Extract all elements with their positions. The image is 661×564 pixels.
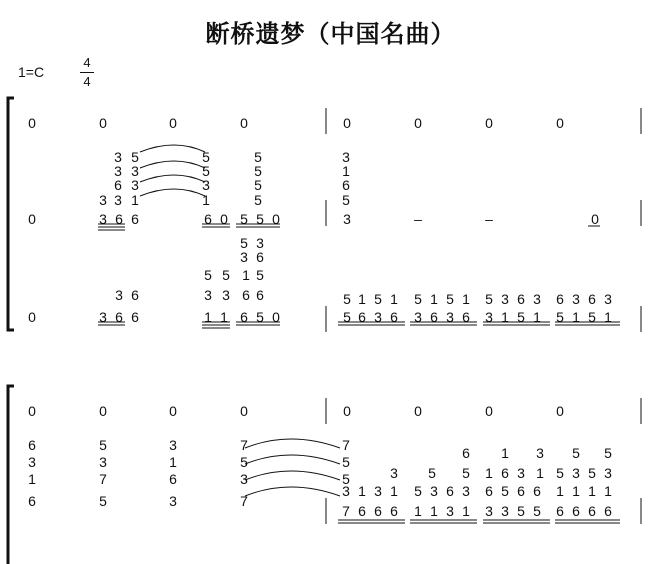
note: 1 — [572, 309, 580, 325]
chord-note: 5 — [342, 454, 350, 470]
chord-note: 5 — [374, 291, 382, 307]
note: 1 — [390, 483, 398, 499]
chord-note: 3 — [256, 235, 264, 251]
note: 5 — [501, 483, 509, 499]
chord-note: 6 — [517, 291, 525, 307]
note-rest: 0 — [556, 115, 564, 131]
note-rest: 0 — [28, 115, 36, 131]
chord-note: 5 — [240, 454, 248, 470]
chord-note: 3 — [99, 454, 107, 470]
note: 6 — [358, 309, 366, 325]
chord-note: 3 — [131, 177, 139, 193]
note: 1 — [588, 483, 596, 499]
note: 6 — [115, 211, 123, 227]
note: 1 — [462, 503, 470, 519]
note: 1 — [533, 309, 541, 325]
note-rest: 0 — [485, 403, 493, 419]
note: 6 — [374, 503, 382, 519]
chord-note: 5 — [202, 163, 210, 179]
chord-note: 5 — [342, 471, 350, 487]
note-rest: 0 — [240, 403, 248, 419]
note: 5 — [343, 309, 351, 325]
chord-note: 5 — [556, 465, 564, 481]
chord-note: 1 — [131, 192, 139, 208]
chord-note: 3 — [28, 454, 36, 470]
note-rest: 0 — [414, 115, 422, 131]
note-rest: 0 — [485, 115, 493, 131]
chord-note: 5 — [254, 163, 262, 179]
chord-note: 1 — [342, 163, 350, 179]
chord-note: 3 — [114, 149, 122, 165]
note: – — [485, 211, 493, 227]
note: 0 — [272, 211, 280, 227]
chord-note: 5 — [462, 465, 470, 481]
note: 6 — [588, 503, 596, 519]
chord-note: 3 — [342, 149, 350, 165]
note: 6 — [390, 309, 398, 325]
chord-note: 1 — [462, 291, 470, 307]
chord-note: 5 — [131, 149, 139, 165]
chord-note: 7 — [240, 437, 248, 453]
note-rest: 0 — [99, 403, 107, 419]
chord-note: 3 — [169, 437, 177, 453]
note: 1 — [358, 483, 366, 499]
note: 1 — [204, 309, 212, 325]
time-signature-top: 4 — [83, 55, 91, 70]
note: 6 — [446, 483, 454, 499]
note: 6 — [204, 211, 212, 227]
time-signature-bottom: 4 — [83, 74, 91, 89]
chord-note: 1 — [169, 454, 177, 470]
note: 1 — [414, 503, 422, 519]
note: 1 — [572, 483, 580, 499]
note: 1 — [220, 309, 228, 325]
note: 5 — [256, 309, 264, 325]
chord-note: 5 — [343, 291, 351, 307]
chord-note: 6 — [169, 471, 177, 487]
chord-note: 1 — [485, 465, 493, 481]
key-signature: 1=C — [18, 64, 45, 80]
note: 1 — [604, 483, 612, 499]
chord-note: 3 — [169, 493, 177, 509]
note: 3 — [414, 309, 422, 325]
note: 6 — [131, 211, 139, 227]
chord-note: 3 — [533, 291, 541, 307]
chord-note: 3 — [572, 291, 580, 307]
chord-note: 3 — [204, 287, 212, 303]
note: 5 — [240, 211, 248, 227]
note-rest: 0 — [414, 403, 422, 419]
chord-note: 6 — [462, 445, 470, 461]
note-rest: 0 — [169, 403, 177, 419]
note: 0 — [220, 211, 228, 227]
chord-note: 3 — [536, 445, 544, 461]
note: 5 — [414, 483, 422, 499]
note: 3 — [99, 211, 107, 227]
note: 1 — [501, 309, 509, 325]
score-title: 断桥遗梦（中国名曲） — [205, 20, 456, 48]
chord-note: 6 — [588, 291, 596, 307]
chord-note: 3 — [222, 287, 230, 303]
chord-note: 6 — [501, 465, 509, 481]
chord-note: 3 — [572, 465, 580, 481]
note: 3 — [501, 503, 509, 519]
note: 5 — [533, 503, 541, 519]
chord-note: 6 — [256, 249, 264, 265]
note: 6 — [517, 483, 525, 499]
note: 5 — [517, 309, 525, 325]
note-rest: 0 — [343, 115, 351, 131]
chord-note: 1 — [242, 267, 250, 283]
chord-note: 1 — [390, 291, 398, 307]
chord-note: 5 — [604, 445, 612, 461]
chord-note: 5 — [202, 149, 210, 165]
chord-note: 3 — [114, 192, 122, 208]
chord-note: 6 — [28, 493, 36, 509]
note-rest: 0 — [169, 115, 177, 131]
note: 6 — [131, 309, 139, 325]
chord-note: 5 — [588, 465, 596, 481]
note: 3 — [99, 309, 107, 325]
chord-note: 5 — [572, 445, 580, 461]
chord-note: 1 — [430, 291, 438, 307]
note-rest: 0 — [99, 115, 107, 131]
chord-note: 3 — [114, 163, 122, 179]
chord-note: 6 — [28, 437, 36, 453]
chord-note: 7 — [99, 471, 107, 487]
chord-note: 5 — [254, 149, 262, 165]
note: 3 — [374, 483, 382, 499]
chord-note: 5 — [222, 267, 230, 283]
note-rest: 0 — [240, 115, 248, 131]
chord-note: 3 — [131, 163, 139, 179]
chord-note: 5 — [428, 465, 436, 481]
chord-note: 1 — [536, 465, 544, 481]
chord-note: 5 — [254, 177, 262, 193]
note: 6 — [533, 483, 541, 499]
chord-note: 6 — [342, 177, 350, 193]
chord-note: 3 — [604, 291, 612, 307]
note-rest: 0 — [556, 403, 564, 419]
note: – — [414, 211, 422, 227]
chord-note: 1 — [28, 471, 36, 487]
note: 6 — [430, 309, 438, 325]
chord-note: 5 — [446, 291, 454, 307]
note: 6 — [462, 309, 470, 325]
chord-note: 1 — [358, 291, 366, 307]
chord-note: 5 — [240, 235, 248, 251]
note: 3 — [342, 483, 350, 499]
note: 1 — [430, 503, 438, 519]
chord-note: 5 — [342, 192, 350, 208]
chord-note: 6 — [256, 287, 264, 303]
note: 3 — [462, 483, 470, 499]
note: 5 — [517, 503, 525, 519]
note: 6 — [572, 503, 580, 519]
chord-note: 6 — [131, 287, 139, 303]
note: 3 — [485, 503, 493, 519]
note: 6 — [358, 503, 366, 519]
chord-note: 6 — [114, 177, 122, 193]
note: 1 — [604, 309, 612, 325]
note: 3 — [430, 483, 438, 499]
note-rest: 0 — [28, 403, 36, 419]
chord-note: 3 — [517, 465, 525, 481]
note: 3 — [374, 309, 382, 325]
chord-note: 5 — [99, 493, 107, 509]
note: 6 — [390, 503, 398, 519]
note: 0 — [28, 211, 36, 227]
note: 5 — [588, 309, 596, 325]
note: 0 — [591, 211, 599, 227]
chord-note: 3 — [99, 192, 107, 208]
chord-note: 5 — [414, 291, 422, 307]
chord-note: 7 — [342, 437, 350, 453]
chord-note: 1 — [202, 192, 210, 208]
note: 5 — [256, 211, 264, 227]
note: 5 — [556, 309, 564, 325]
chord-note: 3 — [240, 249, 248, 265]
note: 3 — [343, 211, 351, 227]
chord-note: 5 — [256, 267, 264, 283]
chord-note: 1 — [501, 445, 509, 461]
chord-note: 6 — [556, 291, 564, 307]
chord-note: 3 — [115, 287, 123, 303]
chord-note: 3 — [390, 465, 398, 481]
note: 0 — [272, 309, 280, 325]
chord-note: 3 — [604, 465, 612, 481]
chord-note: 3 — [240, 471, 248, 487]
chord-note: 7 — [240, 493, 248, 509]
chord-note: 6 — [242, 287, 250, 303]
note: 3 — [485, 309, 493, 325]
note-rest: 0 — [343, 403, 351, 419]
note: 6 — [604, 503, 612, 519]
note: 0 — [28, 309, 36, 325]
note: 6 — [115, 309, 123, 325]
note: 7 — [342, 503, 350, 519]
note: 6 — [485, 483, 493, 499]
chord-note: 5 — [204, 267, 212, 283]
chord-note: 5 — [485, 291, 493, 307]
note: 6 — [556, 503, 564, 519]
note: 6 — [240, 309, 248, 325]
note: 3 — [446, 309, 454, 325]
chord-note: 5 — [99, 437, 107, 453]
note: 3 — [446, 503, 454, 519]
chord-note: 3 — [202, 177, 210, 193]
chord-note: 5 — [254, 192, 262, 208]
chord-note: 3 — [501, 291, 509, 307]
note: 1 — [556, 483, 564, 499]
